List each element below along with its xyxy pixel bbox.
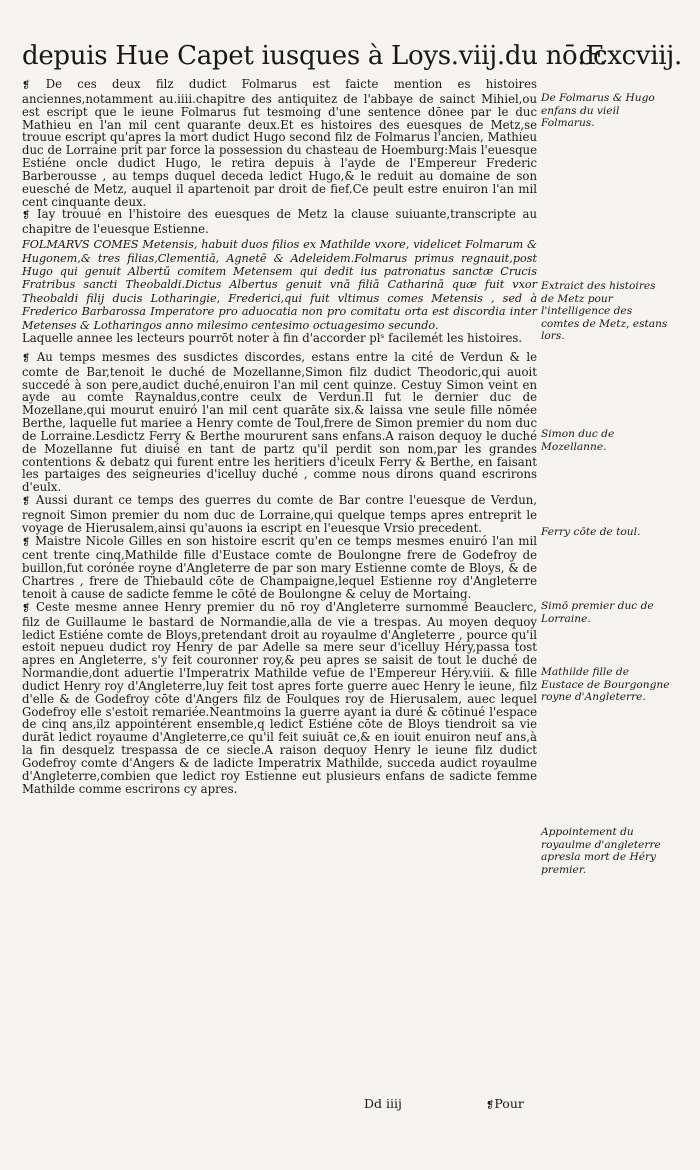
paragraph-8	[22, 601, 537, 796]
pilcrow-icon: ❡	[22, 496, 31, 508]
paragraph-text: Laquelle annee les lecteurs pourrōt noter à fin d'accorder plˢ facilemét les histoires.	[22, 330, 523, 345]
text-column	[22, 78, 537, 796]
catchword	[486, 1096, 524, 1111]
pilcrow-icon: ❡	[486, 1100, 495, 1111]
paragraph-text: Iay trouué en l'histoire des euesques de Metz la clause suiuante,transcripte au chapitre de l'euesque Estienne.	[22, 207, 537, 237]
paragraph-text: Ceste mesme annee Henry premier du nō roy d'Angleterre surnommé Beauclerc, filz de Guillaume le bastard de Normandie,alla de vie a trespas. Au moyen dequoy ledict Estiéne comte de Bloys,pretendant droit au royaulme d'Angleterre , pource qu'il estoit nepueu dudict roy Henry de par Adelle sa mere seur d'icelluy Héry,passa tost apres en Angleterre, s'y feit couronner roy,& peu apres se saisit de tout le duché de Normandie,dont aduertie l'Imperatrix Mathilde vefue de l'Empereur Héry.viii. & fille dudict Henry roy d'Angleterre,luy feit tost apres forte guerre auec Henry le ieune, filz d'elle & de Godefroy cōte d'Angers filz de Foulques roy de Hierusalem, auec lequel Godefroy elle s'estoit remariée.Neantmoins la guerre ayant ia duré & cōtinué l'espace de cinq ans,ilz appointérent ensemble,q ledict Estiéne cōte de Bloys tiendroit sa vie durāt ledict royaume d'Angleterre,ce qu'il feit suiuāt ce,& en iouit enuiron neuf ans,à la fin desquelz trespassa de ce siecle.A raison dequoy Henry le ieune filz dudict Godefroy comte d'Angers & de ladicte Imperatrix Mathilde, succeda audict royaulme d'Angleterre,combien que ledict roy Estienne eut plusieurs enfans de sadicte femme Mathilde comme escrirons cy apres.	[22, 599, 537, 796]
margin-note: Simō premier duc de Lorraine.	[541, 600, 654, 625]
paragraph-2	[22, 208, 537, 236]
pilcrow-icon: ❡	[22, 536, 31, 548]
pilcrow-icon: ❡	[22, 602, 31, 614]
paragraph-text: De ces deux filz dudict Folmarus est faicte mention es histoires anciennes,notamment au.iiii.chapitre des antiquitez de l'abbaye de sainct Mihiel,ou est escript que le ieune Folmarus fut tesmoing d'une sentence dōnee par le duc Mathieu en l'an mil cent quarante deux.Et es histoires des euesques de Metz,se trouue escript qu'apres la mort dudict Hugo second filz de Folmarus l'ancien, Mathieu duc de Lorraine prit par force la possession du chasteau de Hoemburg:Mais l'euesque Estiéne oncle dudict Hugo, le retira depuis à l'ayde de l'Empereur Frederic Barberousse , au temps duquel deceda ledict Hugo,& le reduit au domaine de son euesché de Metz, auquel il apartenoit par droit de fief.Ce peult estre enuiron l'an mil cent cinquante deux.	[22, 77, 538, 209]
pilcrow-icon: ❡	[22, 210, 31, 222]
paragraph-text: Aussi durant ce temps des guerres du comte de Bar contre l'euesque de Verdun, regnoit Simon premier du nom duc de Lorraine,qui quelque temps apres entreprit le voyage de Hierusalem,ainsi qu'auons ia escript en l'euesque Vrsio precedent.	[22, 493, 537, 535]
margin-note: Appointement du royaulme d'angleterre apresla mort de Héry premier.	[541, 826, 661, 876]
margin-note: Mathilde fille de Eustace de Bourgongne royne d'Angleterre.	[541, 666, 670, 704]
margin-note: De Folmarus & Hugo enfans du vieil Folmarus.	[541, 92, 655, 130]
pilcrow-icon: ❡	[22, 80, 31, 91]
running-title: depuis Hue Capet iusques à Loys.viij.du nō.F.	[22, 41, 608, 71]
catchword-text: Pour	[494, 1096, 524, 1111]
paragraph-6	[22, 494, 537, 535]
latin-quotation	[22, 238, 537, 332]
running-header	[22, 38, 682, 74]
signature-mark: Dd iiij	[364, 1096, 402, 1111]
paragraph-1	[22, 78, 537, 208]
margin-note: Ferry cōte de toul.	[541, 526, 641, 538]
paragraph-5	[22, 351, 537, 494]
paragraph-7	[22, 535, 537, 601]
paragraph-text: Maistre Nicole Gilles en son histoire escrit qu'en ce temps mesmes enuiró l'an mil cent trente cinq,Mathilde fille d'Eustace comte de Boulongne frere de Godefroy de buillon,fut corónée royne d'Angleterre de par son mary Estienne comte de Bloys, & de Chartres , frere de Thiebauld cōte de Champaigne,lequel Estienne roy d'Angleterre tenoit à cause de sadicte femme le cōté de Boulongne & celuy de Mortaing.	[22, 533, 537, 601]
margin-note: Simon duc de Mozellanne.	[541, 428, 615, 453]
margin-note: Extraict des histoires de Metz pour l'intelligence des comtes de Metz, estans lors.	[541, 280, 668, 343]
pilcrow-icon: ❡	[22, 352, 31, 364]
paragraph-text: Au temps mesmes des susdictes discordes, estans entre la cité de Verdun & le comte de Bar,tenoit le duché de Mozellanne,Simon filz dudict Theodoric,qui auoit succedé à son pere,audict duché,enuiron l'an mil cent quinze. Cestuy Simon veint en ayde au comte Raynaldus,contre ceulx de Verdun.Il fut le dernier duc de Mozellane,qui mourut enuiró l'an mil cent quarāte six.& laissa vne seule fille nōmée Berthe, laquelle fut mariee a Henry comte de Toul,frere de Simon premier du nom duc de Lorraine.Lesdictz Ferry & Berthe moururent sans enfans.A raison dequoy le duché de Mozellanne fut diuisé en tant de partz qu'il perdit son nom,par les grandes contentions & debatz qui furent entre les heritiers d'iceulx Ferry & Berthe, en faisant les partaiges des seigneuries d'icelluy duché , comme nous dirons quand escrirons d'eulx.	[22, 349, 537, 495]
latin-text: FOLMARVS COMES Metensis, habuit duos filios ex Mathilde vxore, videlicet Folmarum & Hugonem,& tres filias,Clementiā, Agnetē & Adeleidem.Folmarus primus regnauit,post Hugo qui genuit Albertū comitem Metensem qui dedit ius patronatus sanctæ Crucis Fratribus sancti Theobaldi.Dictus Albertus genuit vnā filiā Catharinā quæ fuit vxor Theobaldi filij ducis Lotharingie, Frederici,qui fuit vltimus comes Metensis , sed à Frederico Barbarossa Imperatore pro aduocatia non pro comitatu orta est discordia inter Metenses & Lotharingos anno milesimo centesimo octuagesimo secundo.	[22, 238, 537, 332]
folio-number: ccxcviij.	[578, 41, 682, 71]
paragraph-4	[22, 332, 537, 345]
